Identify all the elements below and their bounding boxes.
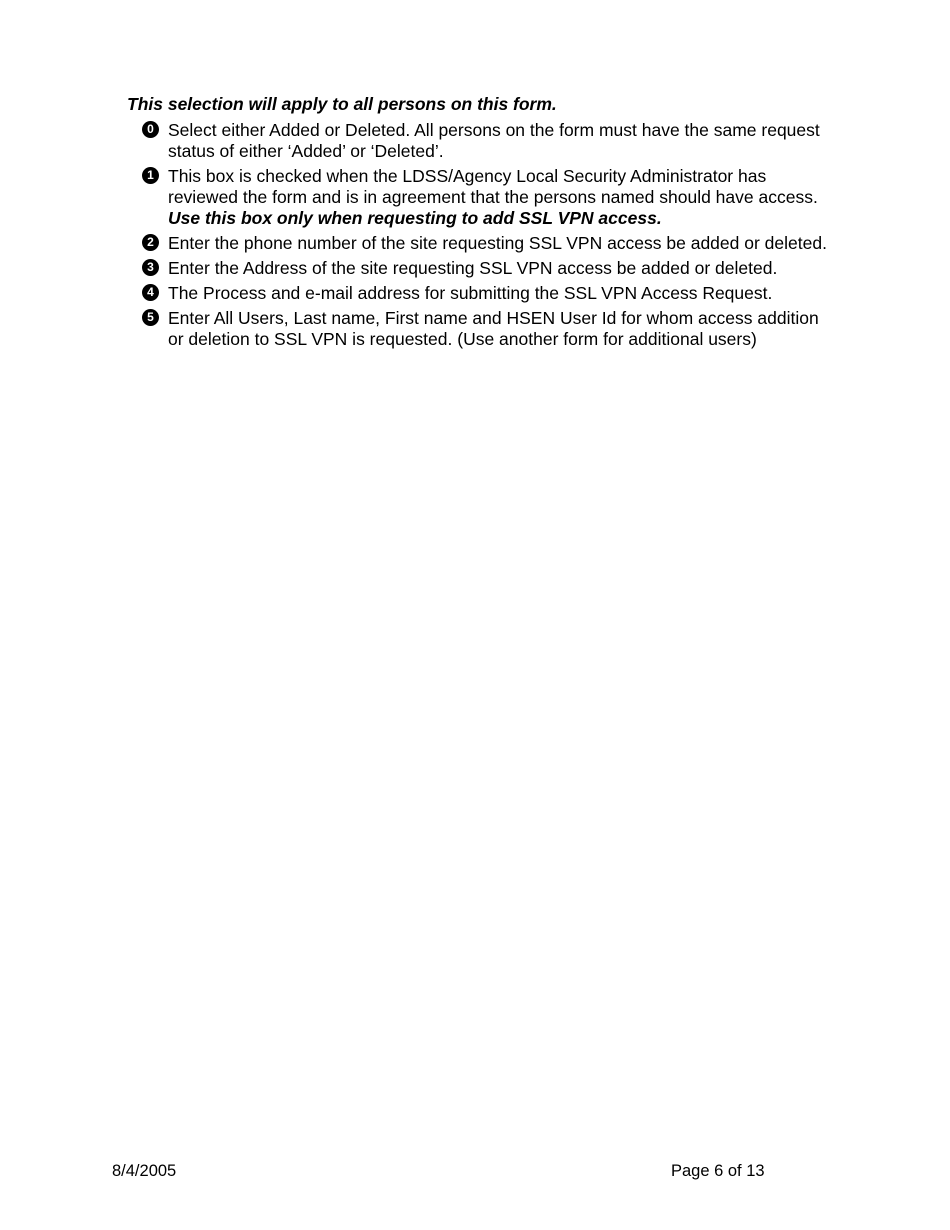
instruction-text: Enter All Users, Last name, First name and HSEN User Id for whom access addition or deletion to SSL VPN is requested. (Use another form for additional users) [168,308,819,349]
instruction-list [142,120,832,354]
instruction-text: Select either Added or Deleted. All persons on the form must have the same request status of either ‘Added’ or ‘Deleted’. [168,120,820,161]
number-5-icon: 5 [142,309,159,326]
instruction-item [142,258,832,279]
instructions-heading: This selection will apply to all persons on this form. [127,94,557,114]
instruction-emphasis: Use this box only when requesting to add SSL VPN access. [168,208,662,228]
instruction-item [142,308,832,350]
number-2-icon: 2 [142,234,159,251]
instruction-item [142,166,832,229]
instruction-text: Enter the Address of the site requesting SSL VPN access be added or deleted. [168,258,778,278]
instruction-text: Enter the phone number of the site requesting SSL VPN access be added or deleted. [168,233,827,253]
instruction-item [142,120,832,162]
instruction-text: The Process and e-mail address for submitting the SSL VPN Access Request. [168,283,773,303]
number-1-icon: 1 [142,167,159,184]
instruction-text: This box is checked when the LDSS/Agency Local Security Administrator has reviewed the form and is in agreement that the persons named should have access. [168,166,818,207]
number-0-icon: 0 [142,121,159,138]
footer-page-number: Page 6 of 13 [671,1162,765,1180]
instruction-item [142,233,832,254]
footer-date: 8/4/2005 [112,1162,177,1180]
number-3-icon: 3 [142,259,159,276]
number-4-icon: 4 [142,284,159,301]
instruction-item [142,283,832,304]
